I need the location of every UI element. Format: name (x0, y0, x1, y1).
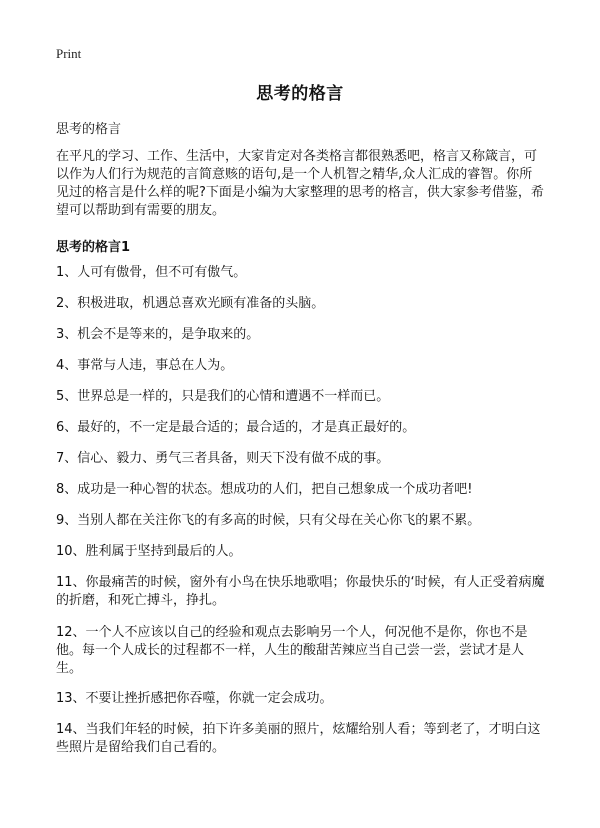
section-heading: 思考的格言1 (56, 240, 131, 255)
print-link[interactable]: Print (56, 46, 82, 61)
quote-item-9: 9、当别人都在关注你飞的有多高的时候，只有父母在关心你飞的累不累。 (56, 513, 481, 528)
quote-item-12: 12、一个人不应该以自己的经验和观点去影响另一个人，何况他不是你，你也不是他。每一个人成长的过程都不一样，人生的酸甜苦辣应当自己尝一尝，尝试才是人生。 (56, 625, 528, 676)
quote-item-1: 1、人可有傲骨，但不可有傲气。 (56, 265, 247, 280)
quote-item-7: 7、信心、毅力、勇气三者具备，则天下没有做不成的事。 (56, 451, 390, 466)
quote-item-5: 5、世界总是一样的，只是我们的心情和遭遇不一样而已。 (56, 389, 390, 404)
intro-paragraph: 在平凡的学习、工作、生活中，大家肯定对各类格言都很熟悉吧，格言又称箴言，可以作为人们行为规范的言简意赅的语句,是一个人机智之精华,众人汇成的睿智。你所见过的格言是什么样的呢?下面是小编为大家整理的思考的格言，供大家参考借鉴，希望可以帮助到有需要的朋友。 (56, 149, 544, 218)
quote-item-14: 14、当我们年轻的时候，拍下许多美丽的照片，炫耀给别人看；等到老了，才明白这些照片是留给我们自己看的。 (56, 722, 541, 755)
quote-item-4: 4、事常与人违，事总在人为。 (56, 358, 234, 373)
quote-item-6: 6、最好的，不一定是最合适的；最合适的，才是真正最好的。 (56, 420, 416, 435)
quote-item-8: 8、成功是一种心智的状态。想成功的人们，把自己想象成一个成功者吧! (56, 482, 473, 497)
page-title: 思考的格言 (256, 84, 344, 104)
quote-item-13: 13、不要让挫折感把你吞噬，你就一定会成功。 (56, 691, 333, 706)
document-subtitle: 思考的格言 (56, 122, 122, 137)
quote-item-3: 3、机会不是等来的，是争取来的。 (56, 327, 260, 342)
quote-item-11: 11、你最痛苦的时候，窗外有小鸟在快乐地歌唱；你最快乐的‘时候，有人正受着病魔的折磨，和死亡搏斗，挣扎。 (56, 575, 545, 608)
quote-item-2: 2、积极进取，机遇总喜欢光顾有准备的头脑。 (56, 296, 325, 311)
quote-item-10: 10、胜利属于坚持到最后的人。 (56, 544, 242, 559)
